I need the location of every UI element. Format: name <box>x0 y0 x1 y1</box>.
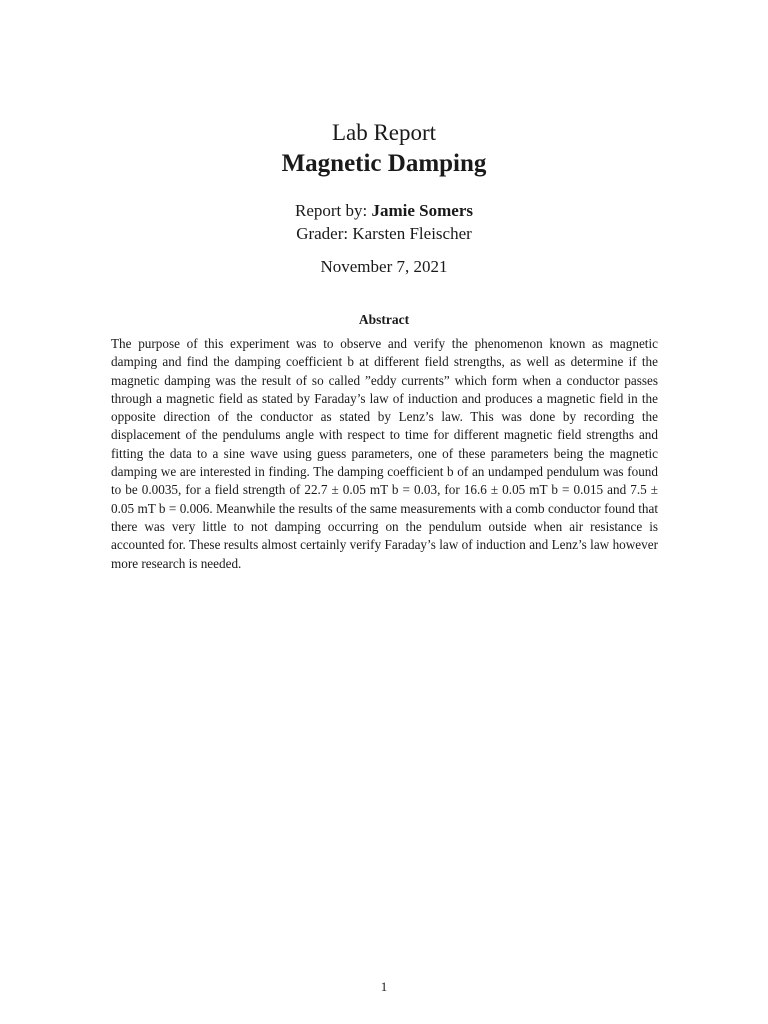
title-block <box>0 118 768 180</box>
author-block <box>0 199 768 245</box>
abstract-heading: Abstract <box>358 312 410 327</box>
page-number: 1 <box>380 979 388 994</box>
document-type: Lab Report <box>331 120 437 145</box>
report-by-line <box>0 199 768 222</box>
report-date: November 7, 2021 <box>320 257 448 276</box>
abstract-body: The purpose of this experiment was to observe and verify the phenomenon known as magnetic damping and find the damping coefficient b at different field strengths, as well as determine if the magnetic damping was the result of so called ”eddy currents” which form when a conductor passes through a magnetic field as stated by Faraday’s law of induction and produces a magnetic field in the opposite direction of the conductor as stated by Lenz’s law. This was done by recording the displacement of the pendulums angle with respect to time for different magnetic field strengths and fitting the data to a sine wave using guess parameters, one of these parameters being the magnetic damping we are interested in finding. The damping coefficient b of an undamped pendulum was found to be 0.0035, for a field strength of 22.7 ± 0.05 mT b = 0.03, for 16.6 ± 0.05 mT b = 0.015 and 7.5 ± 0.05 mT b = 0.006. Meanwhile the results of the same measurements with a comb conductor found that there was very little to not damping occurring on the pendulum outside when air resistance is accounted for. These results almost certainly verify Faraday’s law of induction and Lenz’s law however more research is needed. <box>111 336 658 571</box>
author-name: Jamie Somers <box>371 201 473 220</box>
document-title: Magnetic Damping <box>281 150 487 177</box>
report-by-label: Report by: <box>294 201 368 220</box>
grader-line: Grader: Karsten Fleischer <box>296 224 472 243</box>
